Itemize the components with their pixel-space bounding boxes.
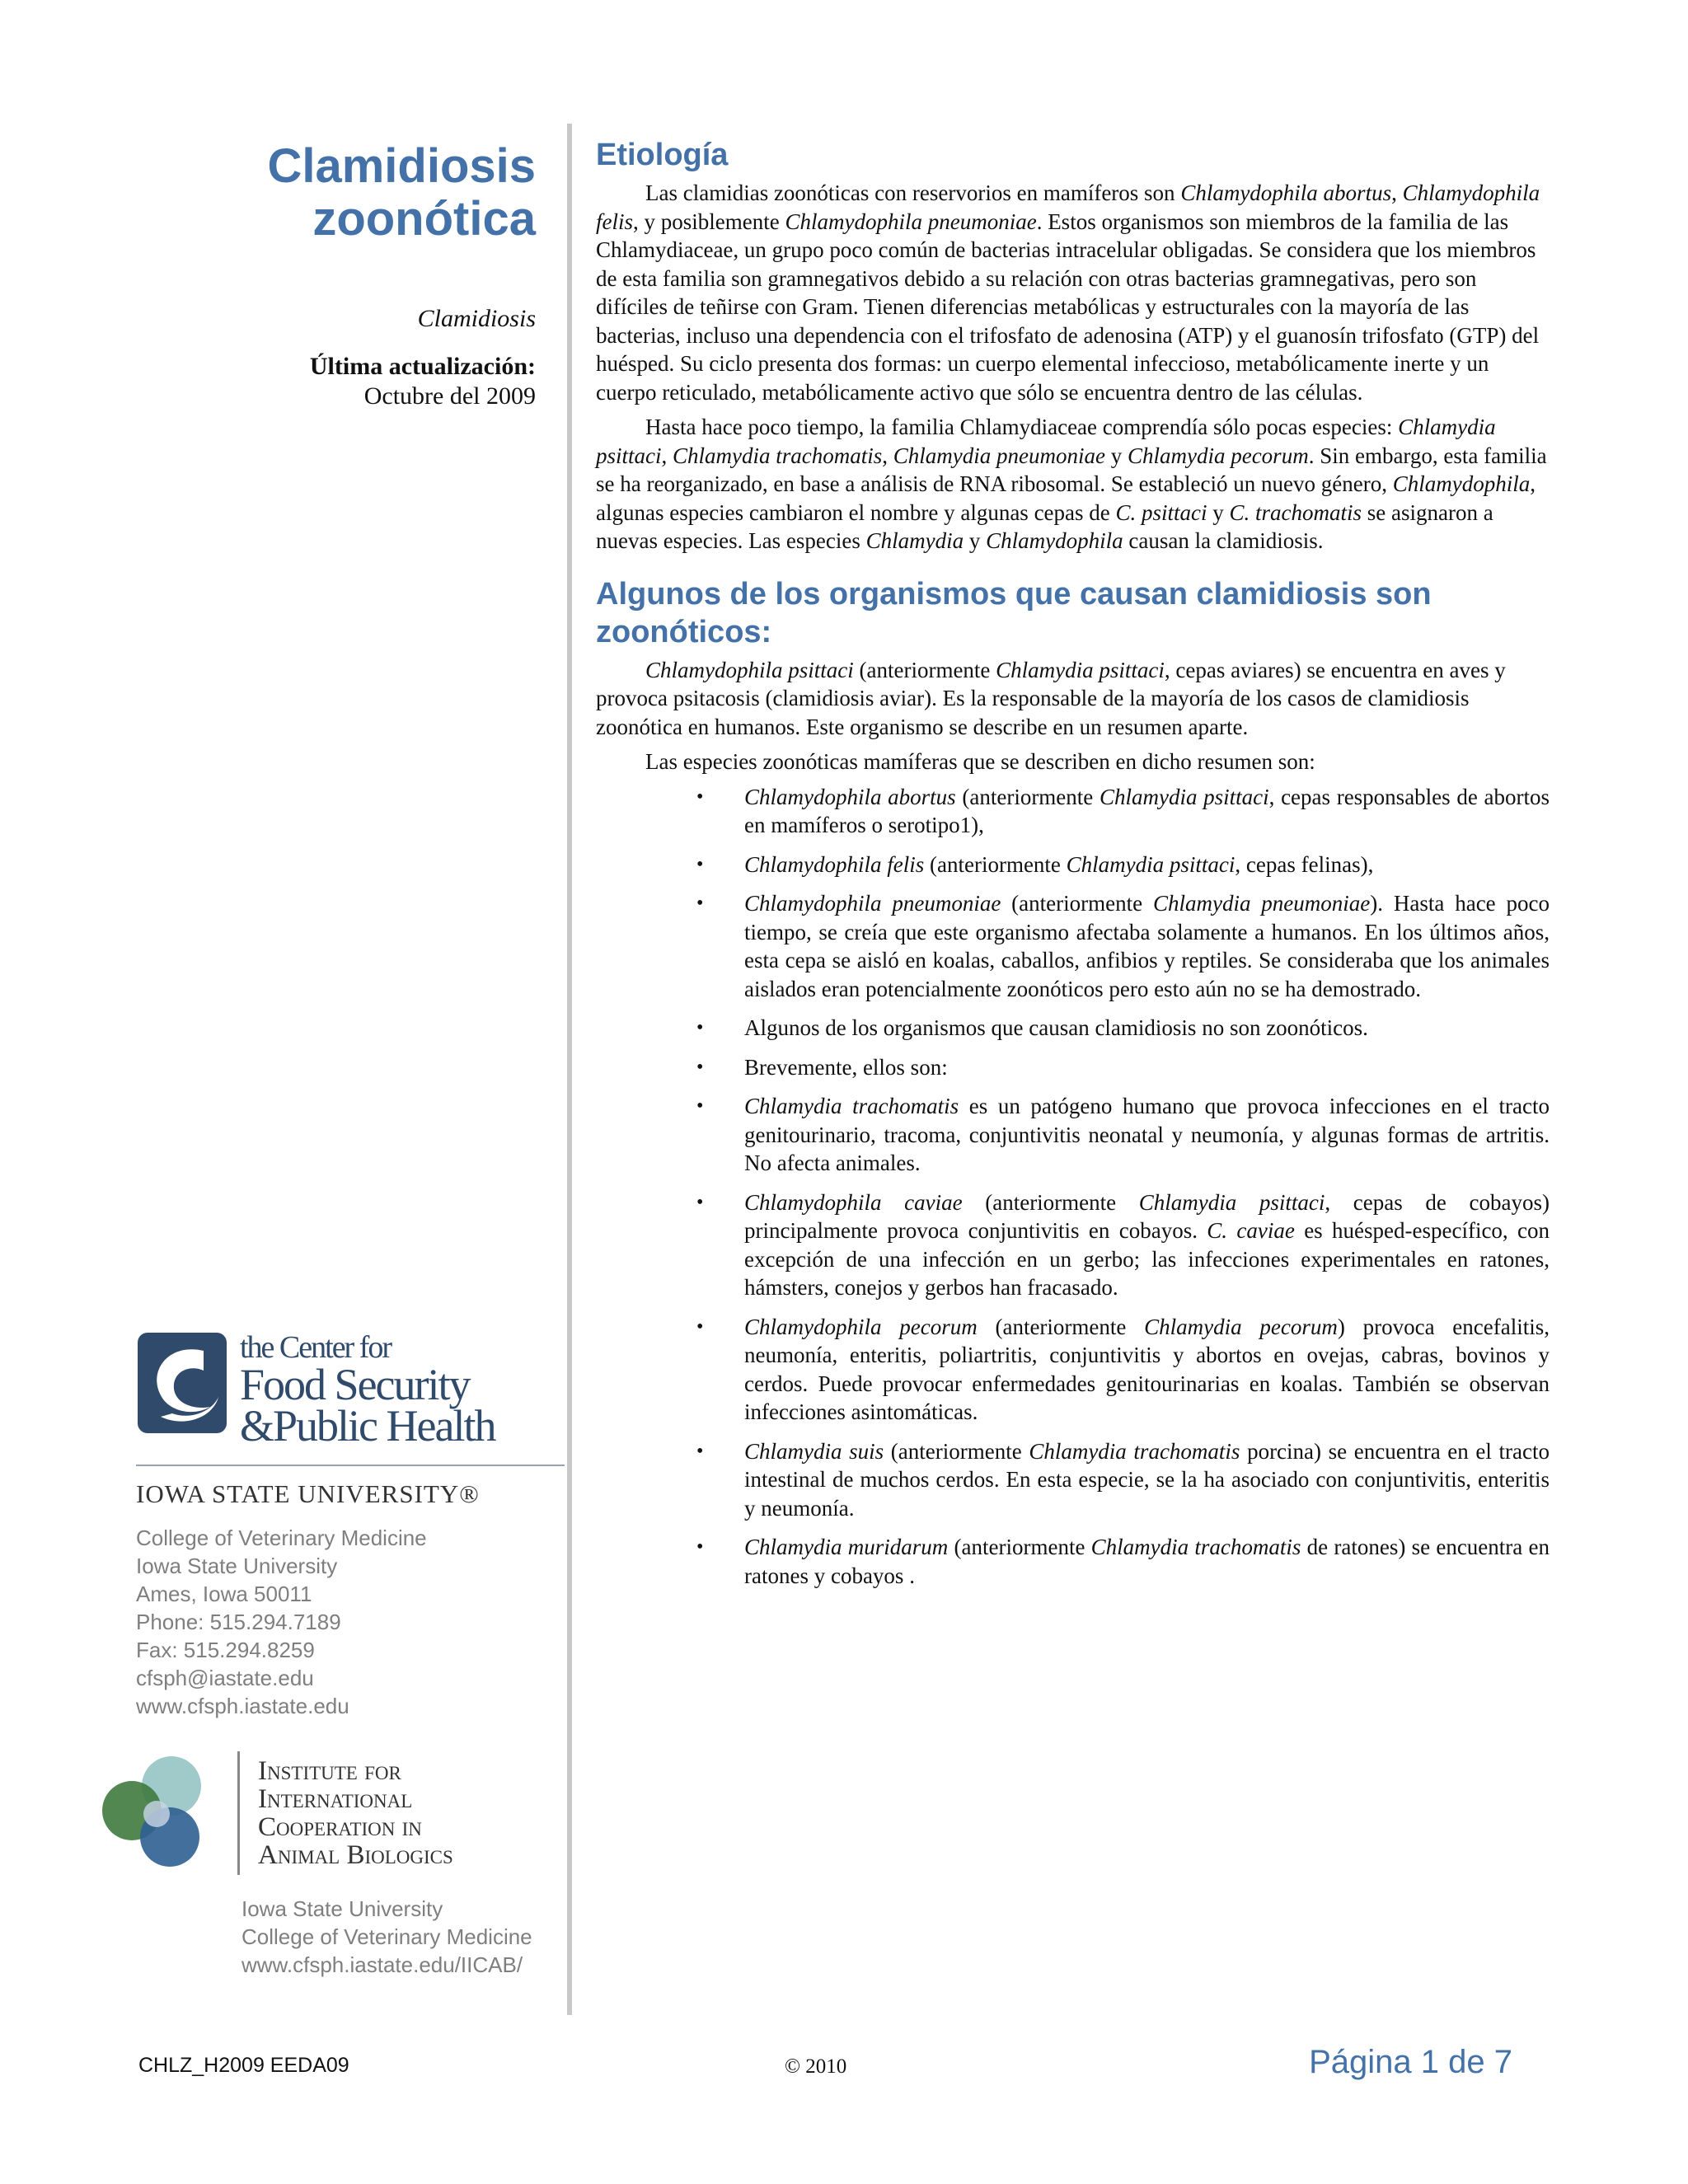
text-run: (anteriormente <box>962 1189 1139 1215</box>
bullet-icon: • <box>696 1536 704 1558</box>
cfsph-block <box>136 1331 565 1720</box>
italic-term: Chlamydia psittaci <box>1066 851 1236 877</box>
list-item <box>696 1014 1550 1043</box>
list-item <box>696 889 1550 1003</box>
iicab-circles-icon <box>97 1751 221 1875</box>
italic-term: C. caviae <box>1207 1218 1295 1243</box>
section-heading-etiologia: Etiología <box>596 138 729 172</box>
italic-term: Chlamydia pecorum <box>1144 1314 1338 1339</box>
italic-term: Chlamydophila felis <box>744 851 925 877</box>
italic-term: Chlamydia pneumoniae <box>893 443 1105 468</box>
bullet-icon: • <box>696 1315 704 1338</box>
text-run: , cepas felinas), <box>1235 851 1374 877</box>
bullet-icon: • <box>696 893 704 914</box>
list-item <box>696 1533 1550 1590</box>
text-run: porcina) se encuentra en el tracto intestinal de muchos cerdos. En esta especie, se la ha asociado con conjuntivitis, enteritis y neumonía. <box>744 1438 1550 1521</box>
text-run: , <box>661 443 673 468</box>
italic-term: Chlamydophila pneumoniae <box>785 209 1037 234</box>
column-divider <box>567 124 572 2015</box>
italic-term: C. psittaci <box>1115 499 1207 525</box>
list-item-text <box>744 1315 1550 1425</box>
copyright: © 2010 <box>785 2055 847 2078</box>
italic-term: Chlamydia muridarum <box>744 1535 949 1559</box>
text-run: Hasta hace poco tiempo, la familia Chlamydiaceae comprendía sólo pocas especies: <box>645 415 1399 439</box>
italic-term: Chlamydia trachomatis <box>673 443 883 468</box>
cfsph-phone: Phone: 515.294.7189 <box>136 1610 341 1634</box>
bullet-icon: • <box>696 1056 704 1078</box>
title-line-2: zoonótica <box>312 192 536 246</box>
bullet-icon: • <box>696 785 704 808</box>
text-run: y <box>1207 499 1230 525</box>
cfsph-logo <box>136 1330 565 1451</box>
italic-term: Chlamydophila <box>986 528 1123 553</box>
text-run: Las clamidias zoonóticas con reservorios en mamíferos son <box>645 180 1181 205</box>
text-run: y <box>1104 443 1128 468</box>
list-item-text <box>744 1439 1550 1521</box>
list-item-text <box>744 1055 948 1080</box>
page-title <box>124 140 536 246</box>
list-item-text <box>744 1015 1368 1040</box>
text-run: Algunos de los organismos que causan clamidiosis no son zoonóticos. <box>744 1015 1368 1040</box>
text-run: , algunas especies cambiaron el nombre y algunas cepas de <box>596 471 1536 525</box>
list-item <box>696 1313 1550 1427</box>
cfsph-fax: Fax: 515.294.8259 <box>136 1638 315 1662</box>
italic-term: Chlamydophila caviae <box>744 1189 963 1215</box>
iowa-state-university-wordmark: IOWA STATE UNIVERSITY® <box>136 1465 565 1509</box>
italic-term: Chlamydophila abortus <box>744 784 956 809</box>
list-item <box>696 1053 1550 1082</box>
italic-term: Chlamydia trachomatis <box>744 1094 959 1118</box>
text-run: de ratones) se encuentra en ratones y cobayos . <box>744 1535 1550 1588</box>
bullet-icon: • <box>696 1095 704 1117</box>
cfsph-contact-line: Iowa State University <box>136 1554 338 1578</box>
italic-term: Chlamydophila pecorum <box>744 1314 978 1339</box>
list-item <box>696 851 1550 879</box>
italic-term: Chlamydia suis <box>744 1438 884 1464</box>
italic-term: Chlamydia trachomatis <box>1090 1535 1301 1559</box>
iicab-logo-line: Cooperation in <box>258 1812 422 1842</box>
list-item-text <box>744 785 1550 838</box>
italic-term: Chlamydia pecorum <box>1127 443 1309 468</box>
iicab-logo-line: International <box>258 1784 413 1814</box>
list-item <box>696 1437 1550 1523</box>
text-run: (anteriormente <box>977 1314 1145 1339</box>
text-run: , <box>1391 180 1403 205</box>
italic-term: Chlamydophila abortus <box>1180 180 1392 205</box>
last-updated-label: Última actualización: <box>309 353 536 380</box>
cfsph-logo-line-2: Food Security <box>240 1360 470 1409</box>
bullet-icon: • <box>696 853 704 875</box>
cfsph-website: www.cfsph.iastate.edu <box>136 1694 349 1718</box>
text-run: , <box>882 443 893 468</box>
cfsph-wordmark <box>240 1330 495 1451</box>
italic-term: Chlamydia psittaci <box>1099 784 1269 809</box>
list-item-text <box>744 1094 1550 1175</box>
cfsph-email: cfsph@iastate.edu <box>136 1666 314 1690</box>
iicab-contact <box>241 1895 559 1979</box>
text-run: , cepas de cobayos) principalmente provoca conjuntivitis en cobayos. <box>744 1189 1550 1243</box>
cfsph-contact-line: College of Veterinary Medicine <box>136 1526 427 1550</box>
iicab-separator <box>237 1751 240 1875</box>
list-item-text <box>744 1190 1550 1301</box>
iicab-block <box>97 1751 559 1979</box>
list-item <box>696 783 1550 840</box>
paragraph <box>596 748 1550 776</box>
sidebar <box>124 140 536 410</box>
italic-term: Chlamydia <box>865 528 964 553</box>
iicab-website: www.cfsph.iastate.edu/IICAB/ <box>241 1952 523 1977</box>
text-run: ) provoca encefalitis, neumonía, enteritis, poliartritis, conjuntivitis y abortos en ovejas, cabras, bovinos y cerdos. Puede provocar enfermedades genitourinarias en koalas. También se observan infecciones asintomáticas. <box>744 1314 1550 1424</box>
list-item <box>696 1188 1550 1302</box>
italic-term: Chlamydia psittaci <box>596 415 1496 468</box>
cfsph-swirl-icon <box>136 1331 228 1435</box>
text-run: Las especies zoonóticas mamíferas que se describen en dicho resumen son: <box>645 749 1315 774</box>
last-updated-date: Octubre del 2009 <box>363 382 536 410</box>
page-number: Página 1 de 7 <box>1309 2044 1512 2080</box>
italic-term: Chlamydophila psittaci <box>645 657 854 682</box>
text-run: , cepas aviares) se encuentra en aves y provoca psitacosis (clamidiosis aviar). Es la responsable de la mayoría de los casos de clamidiosis zoonótica en humanos. Este organismo se describe en un resumen aparte. <box>596 657 1506 739</box>
italic-term: Chlamydia trachomatis <box>1029 1438 1240 1464</box>
section-heading-zoonotic: Algunos de los organismos que causan clamidiosis son zoonóticos: <box>596 576 1432 649</box>
main-content <box>596 136 1550 1601</box>
iicab-contact-line: College of Veterinary Medicine <box>241 1924 532 1949</box>
paragraph <box>596 179 1550 406</box>
document-code: CHLZ_H2009 EEDA09 <box>138 2054 349 2077</box>
bullet-icon: • <box>696 1440 704 1462</box>
list-item <box>696 1092 1550 1178</box>
paragraph <box>596 413 1550 555</box>
text-run: . Sin embargo, esta familia se ha reorganizado, en base a análisis de RNA ribosomal. Se estableció un nuevo género, <box>596 443 1547 496</box>
bullet-icon: • <box>696 1017 704 1038</box>
bullet-icon: • <box>696 1191 704 1213</box>
italic-term: Chlamydia psittaci <box>996 657 1165 682</box>
italic-term: Chlamydophila felis <box>596 180 1540 234</box>
iicab-logo-line: Animal Biologics <box>258 1840 453 1870</box>
list-item-text <box>744 891 1550 1001</box>
text-run: (anteriormente <box>924 851 1067 877</box>
cfsph-contact-line: Ames, Iowa 50011 <box>136 1582 312 1606</box>
text-run: Brevemente, ellos son: <box>744 1054 948 1080</box>
text-run: (anteriormente <box>955 784 1100 809</box>
iicab-logo-line: Institute for <box>258 1756 401 1786</box>
italic-term: Chlamydia psittaci <box>1138 1189 1325 1215</box>
document-subtitle: Clamidiosis <box>417 305 536 332</box>
list-item-text <box>744 852 1373 877</box>
text-run: (anteriormente <box>884 1438 1029 1464</box>
iicab-logo <box>97 1751 559 1875</box>
cfsph-logo-line-3: &Public Health <box>240 1401 495 1451</box>
text-run: , cepas responsables de abortos en mamíferos o serotipo1), <box>744 784 1550 837</box>
italic-term: C. trachomatis <box>1229 499 1362 525</box>
text-run: es huésped-específico, con excepción de una infección en un gerbo; las infecciones experimentales en ratones, hámsters, conejos y gerbos han fracasado. <box>744 1218 1550 1300</box>
text-run: (anteriormente <box>853 657 996 682</box>
cfsph-logo-line-1: the Center for <box>240 1330 392 1365</box>
text-run: ). Hasta hace poco tiempo, se creía que este organismo afectaba solamente a humanos. En los últimos años, esta cepa se aisló en koalas, caballos, anfibios y reptiles. Se consideraba que los animales aislados eran potencialmente zoonóticos pero esto aún no se ha demostrado. <box>744 891 1550 1001</box>
text-run: . Estos organismos son miembros de la familia de las Chlamydiaceae, un grupo poco común de bacterias intracelular obligadas. Se considera que los miembros de esta familia son gramnegativos debido a su relación con otras bacterias gramnegativas, pero son difíciles de teñirse con Gram. Tienen diferencias metabólicas y estructurales con la mayoría de las bacterias, incluso una dependencia con el trifosfato de adenosina (ATP) y el guanosín trifosfato (GTP) del huésped. Su ciclo presenta dos formas: un cuerpo elemental infeccioso, metabólicamente inerte y un cuerpo reticulado, metabólicamente activo que sólo se encuentra dentro de las células. <box>596 209 1540 405</box>
text-run: (anteriormente <box>1001 891 1153 916</box>
italic-term: Chlamydophila <box>1392 471 1531 496</box>
italic-term: Chlamydophila pneumoniae <box>744 891 1001 916</box>
paragraph <box>596 656 1550 742</box>
italic-term: Chlamydia pneumoniae <box>1152 891 1371 916</box>
text-run: causan la clamidiosis. <box>1123 528 1324 553</box>
text-run: y <box>964 528 987 553</box>
cfsph-contact <box>136 1524 565 1720</box>
list-item-text <box>744 1535 1550 1588</box>
text-run: , y posiblemente <box>633 209 785 234</box>
text-run: (anteriormente <box>948 1535 1091 1559</box>
text-run: se asignaron a nuevas especies. Las especies <box>596 499 1493 553</box>
iicab-contact-line: Iowa State University <box>241 1896 443 1921</box>
text-run: es un patógeno humano que provoca infecciones en el tracto genitourinario, tracoma, conjuntivitis neonatal y neumonía, y algunas formas de artritis. No afecta animales. <box>744 1094 1550 1175</box>
species-list <box>596 783 1550 1591</box>
iicab-wordmark <box>258 1757 453 1869</box>
title-line-1: Clamidiosis <box>267 139 536 193</box>
